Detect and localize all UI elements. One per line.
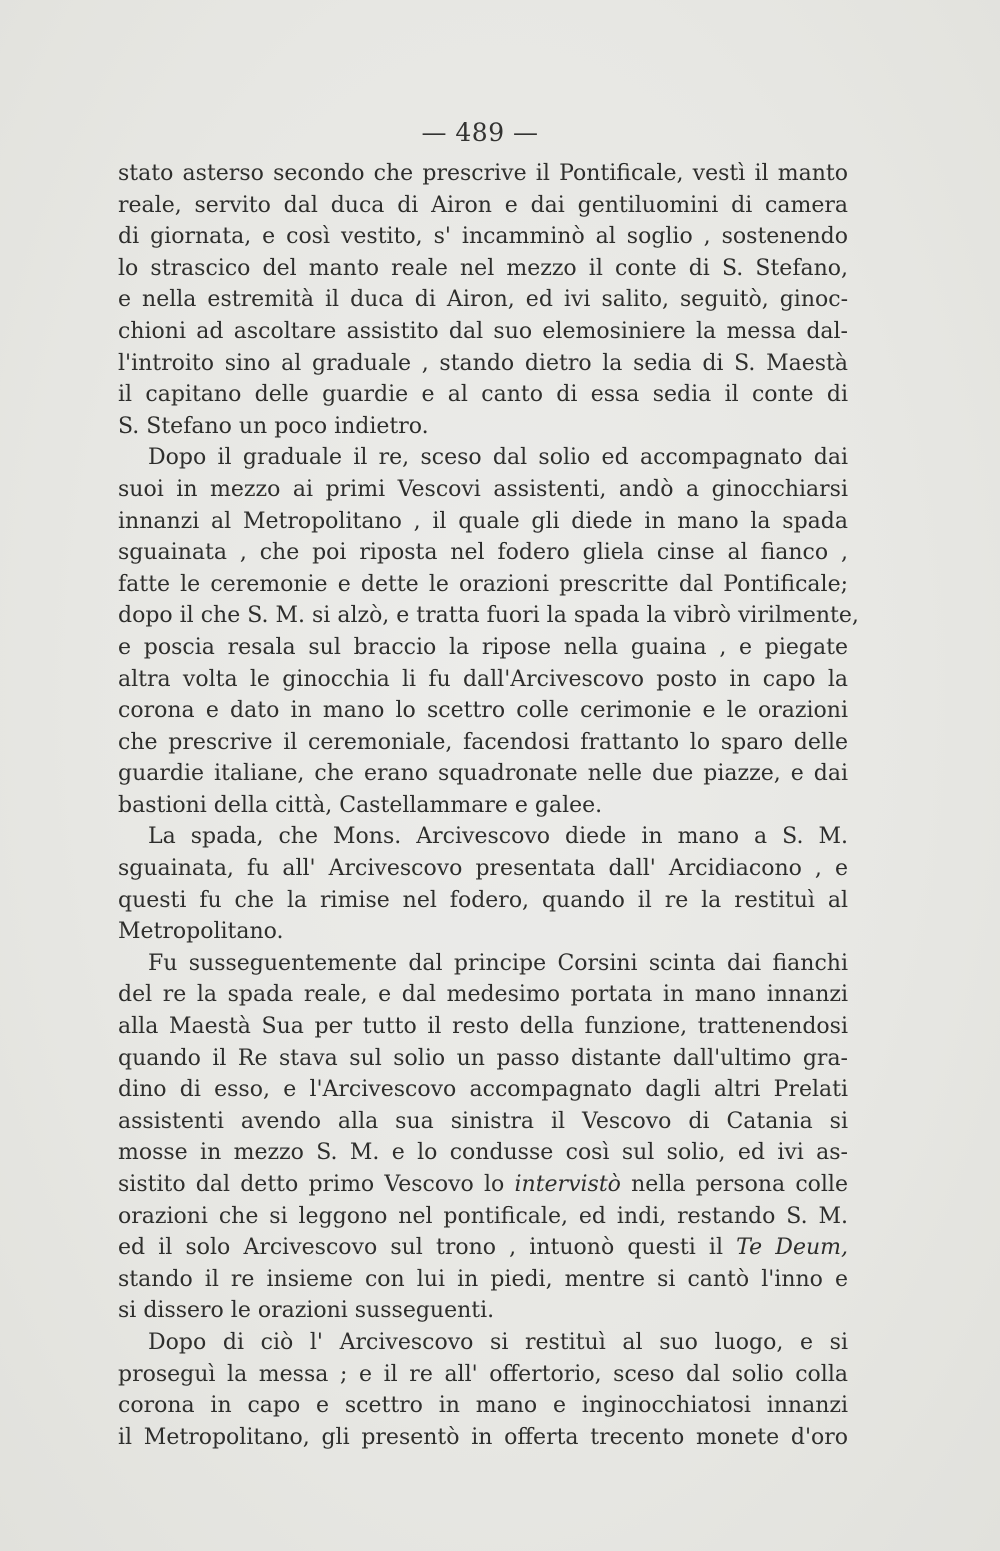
text-line: suoi in mezzo ai primi Vescovi assistenti, andò a ginocchiarsi <box>118 476 848 502</box>
text-line: il Metropolitano, gli presentò in offerta trecento monete d'oro <box>118 1424 848 1450</box>
text-fragment: sistito dal detto primo Vescovo lo <box>118 1172 515 1197</box>
text-line: questi fu che la rimise nel fodero, quando il re la restituì al <box>118 887 848 913</box>
text-line: stando il re insieme con lui in piedi, mentre si cantò l'inno e <box>118 1266 848 1292</box>
text-line: si dissero le orazioni susseguenti. <box>118 1298 495 1324</box>
text-line: e nella estremità il duca di Airon, ed ivi salito, seguitò, ginoc- <box>118 287 848 313</box>
text-fragment: nella persona colle <box>620 1172 848 1197</box>
text-line: S. Stefano un poco indietro. <box>118 413 429 439</box>
page-number: — 489 — <box>421 118 539 147</box>
italic-term: intervistò <box>514 1172 621 1197</box>
text-line: altra volta le ginocchia li fu dall'Arcivescovo posto in capo la <box>118 666 848 692</box>
text-line: Fu susseguentemente dal principe Corsini scinta dai fianchi <box>148 950 848 976</box>
text-line: alla Maestà Sua per tutto il resto della funzione, trattenendosi <box>118 1014 848 1040</box>
text-line <box>118 1169 848 1201</box>
text-line: bastioni della città, Castellammare e galee. <box>118 792 603 818</box>
text-line: fatte le ceremonie e dette le orazioni prescritte dal Pontificale; <box>118 571 848 597</box>
text-line <box>118 1232 848 1264</box>
text-line: l'introito sino al graduale , stando dietro la sedia di S. Maestà <box>118 350 848 376</box>
text-fragment: ed il solo Arcivescovo sul trono , intuonò questi il <box>118 1235 737 1261</box>
italic-term: Te Deum, <box>736 1235 848 1261</box>
text-line: stato asterso secondo che prescrive il Pontificale, vestì il manto <box>118 161 848 186</box>
text-line: sguainata , che poi riposta nel fodero gliela cinse al fianco , <box>118 540 848 566</box>
text-line: corona in capo e scettro in mano e inginocchiatosi innanzi <box>118 1393 848 1419</box>
text-line: proseguì la messa ; e il re all' offertorio, sceso dal solio colla <box>118 1361 848 1387</box>
text-line: che prescrive il ceremoniale, facendosi frattanto lo sparo delle <box>118 729 848 755</box>
text-line: corona e dato in mano lo scettro colle cerimonie e le orazioni <box>118 698 848 724</box>
text-line: dopo il che S. M. si alzò, e tratta fuori la spada la vibrò virilmente, <box>118 603 859 629</box>
text-line: Metropolitano. <box>118 919 284 945</box>
text-line: innanzi al Metropolitano , il quale gli diede in mano la spada <box>118 508 848 534</box>
text-line: Dopo il graduale il re, sceso dal solio ed accompagnato dai <box>148 445 848 471</box>
text-line: del re la spada reale, e dal medesimo portata in mano innanzi <box>118 982 848 1008</box>
text-line: guardie italiane, che erano squadronate nelle due piazze, e dai <box>118 761 848 787</box>
text-line: Dopo di ciò l' Arcivescovo si restituì al suo luogo, e si <box>148 1329 848 1355</box>
body-text <box>118 158 859 1453</box>
text-line: lo strascico del manto reale nel mezzo il conte di S. Stefano, <box>118 255 848 281</box>
text-line: La spada, che Mons. Arcivescovo diede in mano a S. M. <box>148 824 848 850</box>
text-line: chioni ad ascoltare assistito dal suo elemosiniere la messa dal- <box>118 318 848 344</box>
text-line: orazioni che si leggono nel pontificale, ed indi, restando S. M. <box>118 1203 848 1229</box>
text-line: e poscia resala sul braccio la ripose nella guaina , e piegate <box>118 634 848 660</box>
text-line: il capitano delle guardie e al canto di essa sedia il conte di <box>118 382 848 408</box>
text-line: reale, servito dal duca di Airon e dai gentiluomini di camera <box>118 192 848 218</box>
text-line: quando il Re stava sul solio un passo distante dall'ultimo gra- <box>118 1045 848 1071</box>
text-line: di giornata, e così vestito, s' incamminò al soglio , sostenendo <box>118 224 848 250</box>
text-line: assistenti avendo alla sua sinistra il Vescovo di Catania si <box>118 1108 848 1134</box>
text-line: sguainata, fu all' Arcivescovo presentata dall' Arcidiacono , e <box>118 856 848 882</box>
text-line: mosse in mezzo S. M. e lo condusse così sul solio, ed ivi as- <box>118 1140 848 1166</box>
text-line: dino di esso, e l'Arcivescovo accompagnato dagli altri Prelati <box>118 1077 848 1103</box>
